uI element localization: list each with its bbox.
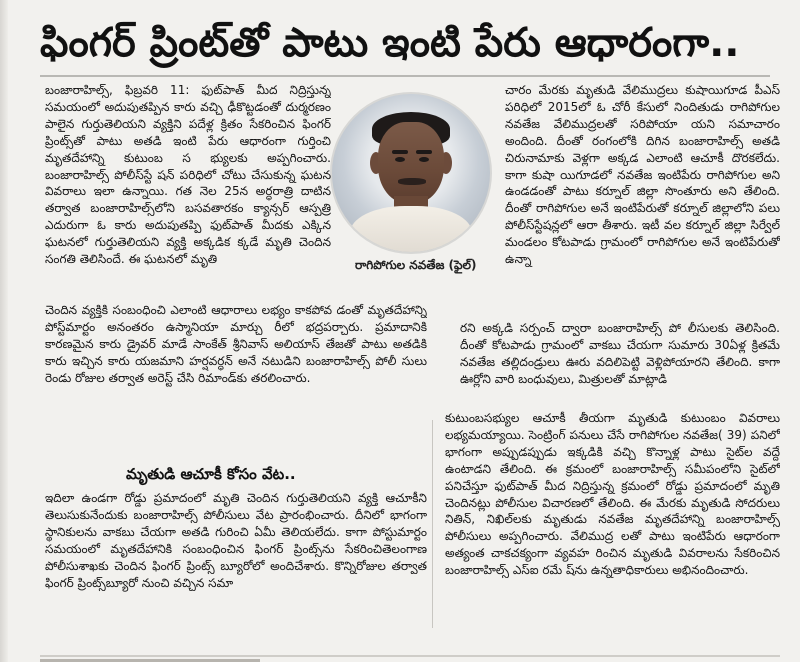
portrait-face [378,122,444,204]
left-column-lower [45,490,427,632]
column-divider [432,420,433,628]
portrait-circle [330,92,492,254]
portrait-photo [330,92,488,257]
right-column-middle-text: రని అక్కడి సర్పంచ్ ద్వారా బంజారాహిల్స్ పో లీసులకు తెలిసింది. దీంతో కోటపాడు గ్రామంలో వాకబు చేయగా సుమారు 30ఏళ్ల క్రితమే నవతేజ తల్లిదండ్రులు ఊరు వదిలిపెట్టి వెళ్లిపోయారని తేలింది. కాగా ఊర్లోని వారి బంధువులు, మిత్రులతో మాట్లాడి [460,321,780,386]
photo-caption: రాగిపోగుల నవతేజ (ఫైల్) [355,258,477,272]
right-column-lower-text: కుటుంబసభ్యుల ఆచూకీ తీయగా మృతుడి కుటుంబం వివరాలు లభ్యమయ్యాయి. సెంట్రింగ్ పనులు చేసే రాగిపోగుల నవతేజ( 39) పనిలో భాగంగా అప్పుడప్పుడు ఇక్కడికి వచ్చి కొన్నాళ్ల పాటు సైట్‌ల వద్దే ఉంటాడని తేలింది. ఈ క్రమంలో బంజారాహిల్స్ సమీపంలోని సైట్‌లో పనిచేస్తూ ఫుట్‌పాత్ మీద నిద్రిస్తున్న క్రమంలో రోడ్డు ప్రమాదంలో మృతి చెందినట్లు పోలీసుల విచారణలో తేలింది. ఈ మేరకు మృతుడి సోదరులు నితిన్, నిఖిల్‌లకు మృతుడు నవతేజ మృతదేహాన్ని బంజారాహిల్స్ పోలీసులు అప్పగించారు. వేలిముద్ర లతో పాటు ఇంటిపేరు ఆధారంగా అత్యంత చాకచక్యంగా వ్యవహ రించిన మృతుడి వివరాలను సేకరించిన బంజారాహిల్స్ ఎస్‌ఐ రమే ష్‌ను ఉన్నతాధికారులు అభినందించారు. [445,411,780,578]
subheading: మృతుడి ఆచూకీ కోసం వేట.. [126,465,296,483]
left-column-upper-text: బంజారాహిల్స్, ఫిబ్రవరి 11: ఫుట్‌పాత్ మీద నిద్రిస్తున్న సమయంలో అదుపుతప్పిన కారు వచ్చి ఢీకొట్టడంతో దుర్మరణం పాలైన గుర్తుతెలియని వ్యక్తిని పదేళ్ల క్రితం సేకరించిన ఫింగర్ ప్రింట్స్‌తో పాటు అతడి ఇంటి పేరు ఆధారంగా గుర్తించి మృతదేహాన్ని కుటుంబ స భ్యులకు అప్పగించారు. బంజారాహిల్స్ పోలీస్‌స్టే షన్ పరిధిలో చోటు చేసుకున్న ఘటన వివరాలు ఇలా ఉన్నాయి. గత నెల 25న అర్ధరాత్రి దాటిన తర్వాత బంజారాహిల్స్‌లోని బసవతారకం క్యాన్సర్ ఆస్పత్రి ఎదురుగా ఓ కారు అదుపుతప్పి ఫుట్‌పాత్ మీదకు ఎక్కిన ఘటనలో గుర్తుతెలియని వ్యక్తి అక్కడిక క్కడే మృతి చెందిన సంగతి తెలిసిందే. ఈ ఘటనలో మృతి [45,83,331,267]
portrait-eye-left [395,157,405,162]
right-column-lower [445,410,780,635]
left-column-lower-text: ఇదిలా ఉండగా రోడ్డు ప్రమాదంలో మృతి చెందిన గుర్తుతెలియని వ్యక్తి ఆచూకీని తెలుసుకునేందుకు బంజారాహిల్స్ పోలీసులు వేట ప్రారంభించారు. దీనిలో భాగంగా స్థానికులను వాకబు చేయగా అతడి గురించి ఏమీ తెలియలేదు. కాగా పోస్టుమార్టం సమయంలో మృతదేహానికి సంబంధించిన ఫింగర్ ప్రింట్స్‌ను సేకరించితెలంగాణ పోలీసుశాఖకు చెందిన ఫింగర్ ప్రింట్స్ బ్యూరోలో అందిచేశారు. కొన్నిరోజుల తర్వాత ఫింగర్ ప్రింట్స్‌బ్యూరో నుంచి వచ్చిన సమా [45,491,427,590]
portrait-eyebrow-right [416,150,432,154]
portrait-eye-right [419,157,429,162]
portrait-eyebrow-left [392,150,408,154]
right-column-upper-text: చారం మేరకు మృతుడి వేలిముద్రలు కుషాయిగూడ పీఎస్ పరిధిలో 2015లో ఓ చోరీ కేసులో నిందితుడు రాగిపోగుల నవతేజ వేలిముద్రలతో సరిపోయా యని సమాచారం అందింది. దీంతో రంగంలోకి దిగిన బంజారాహిల్స్ అతడి చిరునామాకు వెళ్లగా అక్కడ ఎలాంటి ఆచూకీ దొరకలేదు. కాగా కుషా యిగూడలో నవతేజ ఇంటిపేరు రాగిపోగుల అని ఉండడంతో పాటు కర్నూల్ జిల్లా సొంతూరు అని తేలింది. దీంతో రాగిపోగుల అనే ఇంటిపేరుతో కర్నూల్ జిల్లాలోని పలు పోలీస్‌స్టేషన్లలో ఆరా తీశారు. ఇటీ వల కర్నూల్ జిల్లా సిర్వేల్ మండలం కోటపాడు గ్రామంలో రాగిపోగుల అనే ఇంటిపేరుతో ఉన్నా [505,83,780,267]
bottom-rule [40,655,780,657]
left-edge-strip [0,0,8,662]
right-column-upper [505,82,780,318]
left-column-upper [45,82,331,302]
right-column-middle [460,320,780,410]
left-column-wide-block [45,302,427,422]
headline-rule [40,75,770,77]
portrait-shirt [350,206,472,254]
portrait-mustache [398,178,426,185]
headline: ఫింగర్ ప్రింట్‌తో పాటు ఇంటి పేరు ఆధారంగా.. [40,20,740,66]
left-margin-fragment [8,60,22,660]
left-column-wide-text: చెందిన వ్యక్తికి సంబంధించి ఎలాంటి ఆధారాలు లభ్యం కాకపోవ డంతో మృతదేహాన్ని పోస్ట్‌మార్టం అనంతరం ఉస్మానియా మార్చు రీలో భద్రపర్చారు. ప్రమాదానికి కారణమైన కారు డ్రైవర్ మాడే సాంకేత్ శ్రీనివాస్ అలియాస్ తేజతో పాటు అతడికి కారు ఇచ్చిన కారు యజమాని హర్షవర్ధన్ అనే నటుడిని బంజారాహిల్స్ పోలీ సులు రెండు రోజుల తర్వాత అరెస్ట్ చేసి రిమాండ్‌కు తరలించారు. [45,303,427,385]
